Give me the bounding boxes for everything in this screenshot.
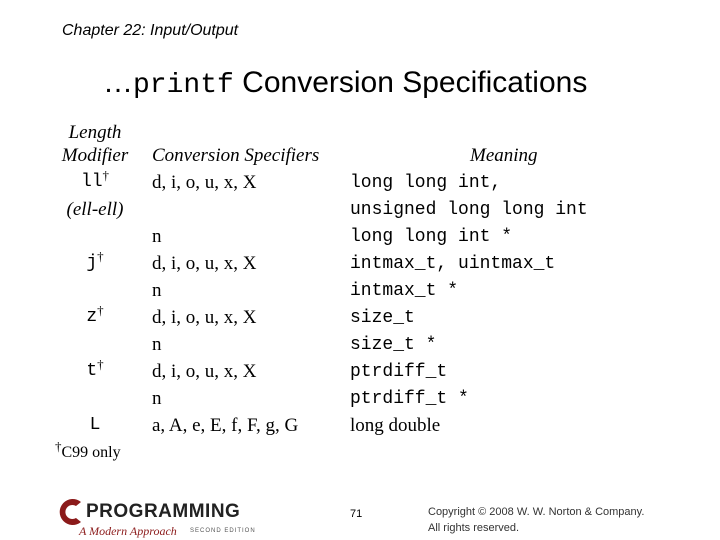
specifiers-cell: n bbox=[152, 388, 162, 409]
specifiers-cell: d, i, o, u, x, X bbox=[152, 172, 257, 193]
specifiers-cell: n bbox=[152, 280, 162, 301]
copyright-line-1: Copyright © 2008 W. W. Norton & Company. bbox=[428, 506, 645, 518]
logo-edition: SECOND EDITION bbox=[190, 528, 256, 534]
page-number: 71 bbox=[350, 508, 363, 520]
header-specifiers: Conversion Specifiers bbox=[152, 145, 320, 166]
meaning-cell: ptrdiff_t bbox=[350, 362, 448, 382]
slide-title bbox=[103, 66, 587, 101]
header-length: Length bbox=[68, 122, 122, 143]
dagger-mark: † bbox=[97, 356, 104, 372]
meaning-cell: intmax_t * bbox=[350, 281, 459, 301]
meaning-cell: size_t * bbox=[350, 335, 437, 355]
logo-wordmark: PROGRAMMING bbox=[86, 501, 241, 522]
header-meaning: Meaning bbox=[470, 145, 538, 166]
meaning-cell: unsigned long long int bbox=[350, 200, 588, 220]
modifier-note: (ell-ell) bbox=[66, 199, 124, 220]
specifiers-cell: n bbox=[152, 334, 162, 355]
specifiers-cell: a, A, e, E, f, F, g, G bbox=[152, 415, 299, 436]
specifiers-cell: d, i, o, u, x, X bbox=[152, 361, 257, 382]
footnote bbox=[55, 438, 121, 462]
copyright-line-2: All rights reserved. bbox=[428, 522, 520, 534]
meaning-cell: intmax_t, uintmax_t bbox=[350, 254, 556, 274]
modifier-z: z† bbox=[86, 302, 104, 327]
modifier-t: t† bbox=[86, 356, 104, 381]
footnote-text: C99 only bbox=[61, 444, 121, 461]
meaning-cell: size_t bbox=[350, 308, 415, 328]
specifiers-cell: d, i, o, u, x, X bbox=[152, 253, 257, 274]
dagger-mark: † bbox=[97, 248, 104, 264]
specifiers-cell: n bbox=[152, 226, 162, 247]
title-ellipsis: … bbox=[103, 66, 133, 99]
chapter-header: Chapter 22: Input/Output bbox=[62, 22, 239, 39]
copyright bbox=[428, 504, 644, 536]
title-text: Conversion Specifications bbox=[233, 66, 588, 99]
specifiers-cell: d, i, o, u, x, X bbox=[152, 307, 257, 328]
meaning-cell: long long int * bbox=[350, 227, 513, 247]
modifier-j: j† bbox=[86, 248, 104, 273]
logo-subtitle: A Modern Approach bbox=[79, 524, 177, 538]
modifier-L: L bbox=[89, 415, 101, 435]
dagger-mark: † bbox=[97, 302, 104, 318]
meaning-cell: long double bbox=[350, 415, 441, 436]
header-modifier: Modifier bbox=[61, 145, 129, 166]
modifier-ll: ll† bbox=[80, 167, 110, 192]
meaning-cell: ptrdiff_t * bbox=[350, 389, 469, 409]
dagger-mark: † bbox=[102, 167, 110, 183]
title-printf: printf bbox=[133, 70, 234, 101]
meaning-cell: long long int, bbox=[350, 173, 502, 193]
dagger-mark: † bbox=[55, 438, 62, 454]
